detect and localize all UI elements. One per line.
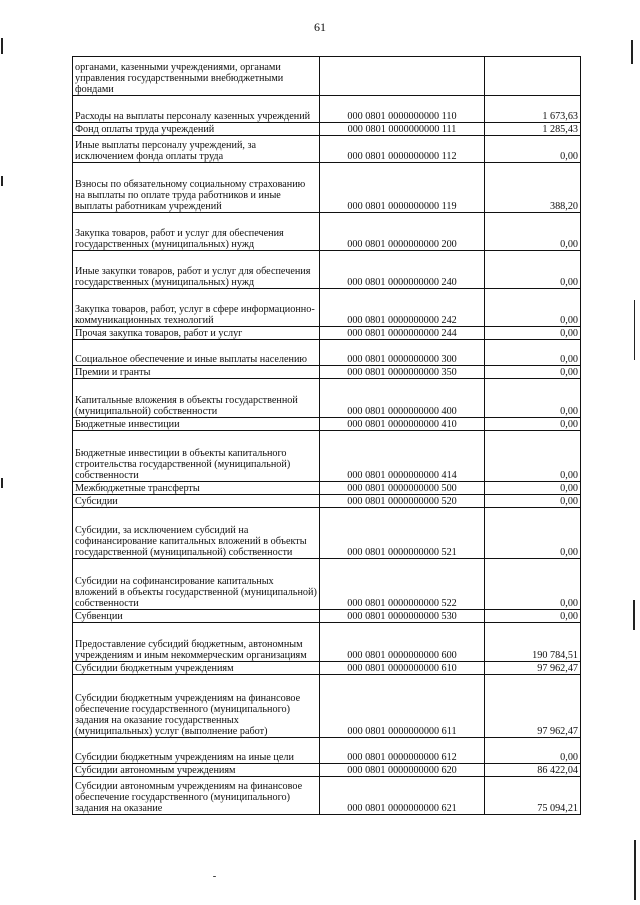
row-sum: 1 285,43 bbox=[485, 123, 581, 136]
row-sum: 190 784,51 bbox=[485, 623, 581, 662]
row-code: 000 0801 0000000000 414 bbox=[320, 431, 485, 482]
row-sum: 0,00 bbox=[485, 379, 581, 418]
row-sum: 0,00 bbox=[485, 327, 581, 340]
row-sum: 0,00 bbox=[485, 213, 581, 251]
row-code bbox=[320, 57, 485, 96]
scan-edge-right bbox=[633, 600, 635, 630]
row-code: 000 0801 0000000000 350 bbox=[320, 366, 485, 379]
row-sum: 0,00 bbox=[485, 251, 581, 289]
table-row bbox=[73, 366, 581, 379]
row-name: Субсидии бюджетным учреждениям на финансовое обеспечение государственного (муниципального) задания на оказание государственных (муниципальных) услуг (выполнение работ) bbox=[73, 675, 320, 738]
row-sum: 1 673,63 bbox=[485, 96, 581, 123]
table-row bbox=[73, 495, 581, 508]
row-name: Субсидии автономным учреждениям bbox=[73, 764, 320, 777]
row-name: Расходы на выплаты персоналу казенных учреждений bbox=[73, 96, 320, 123]
scan-edge-right bbox=[631, 40, 633, 64]
scan-edge-left bbox=[1, 176, 3, 186]
row-code: 000 0801 0000000000 119 bbox=[320, 163, 485, 213]
budget-table bbox=[72, 56, 581, 815]
row-name: Субсидии bbox=[73, 495, 320, 508]
row-sum: 0,00 bbox=[485, 738, 581, 764]
row-code: 000 0801 0000000000 530 bbox=[320, 610, 485, 623]
row-code: 000 0801 0000000000 610 bbox=[320, 662, 485, 675]
table-row bbox=[73, 327, 581, 340]
row-code: 000 0801 0000000000 521 bbox=[320, 508, 485, 559]
row-name: Субсидии бюджетным учреждениям bbox=[73, 662, 320, 675]
table-row bbox=[73, 340, 581, 366]
row-name: органами, казенными учреждениями, органами управления государственными внебюджетными фондами bbox=[73, 57, 320, 96]
row-name: Бюджетные инвестиции bbox=[73, 418, 320, 431]
row-name: Премии и гранты bbox=[73, 366, 320, 379]
table-row bbox=[73, 418, 581, 431]
row-name: Закупка товаров, работ и услуг для обеспечения государственных (муниципальных) нужд bbox=[73, 213, 320, 251]
row-name: Закупка товаров, работ, услуг в сфере информационно-коммуникационных технологий bbox=[73, 289, 320, 327]
row-code: 000 0801 0000000000 242 bbox=[320, 289, 485, 327]
row-name: Субсидии автономным учреждениям на финансовое обеспечение государственного (муниципального) задания на оказание bbox=[73, 777, 320, 815]
row-name: Взносы по обязательному социальному страхованию на выплаты по оплате труда работников и иные выплаты работникам учреждений bbox=[73, 163, 320, 213]
row-code: 000 0801 0000000000 620 bbox=[320, 764, 485, 777]
row-sum: 86 422,04 bbox=[485, 764, 581, 777]
row-name: Предоставление субсидий бюджетным, автономным учреждениям и иным некоммерческим организациям bbox=[73, 623, 320, 662]
page-number: 61 bbox=[314, 20, 326, 34]
row-sum: 0,00 bbox=[485, 559, 581, 610]
row-code: 000 0801 0000000000 410 bbox=[320, 418, 485, 431]
scan-edge-left bbox=[1, 38, 3, 54]
row-name: Иные выплаты персоналу учреждений, за исключением фонда оплаты труда bbox=[73, 136, 320, 163]
row-code: 000 0801 0000000000 112 bbox=[320, 136, 485, 163]
row-sum: 97 962,47 bbox=[485, 662, 581, 675]
scan-edge-right bbox=[634, 840, 636, 900]
table-row bbox=[73, 738, 581, 764]
table-row bbox=[73, 96, 581, 123]
row-name: Иные закупки товаров, работ и услуг для обеспечения государственных (муниципальных) нужд bbox=[73, 251, 320, 289]
row-code: 000 0801 0000000000 500 bbox=[320, 482, 485, 495]
row-code: 000 0801 0000000000 300 bbox=[320, 340, 485, 366]
table-row bbox=[73, 777, 581, 815]
row-name: Субсидии бюджетным учреждениям на иные цели bbox=[73, 738, 320, 764]
row-code: 000 0801 0000000000 621 bbox=[320, 777, 485, 815]
row-code: 000 0801 0000000000 110 bbox=[320, 96, 485, 123]
table-row bbox=[73, 431, 581, 482]
row-name: Прочая закупка товаров, работ и услуг bbox=[73, 327, 320, 340]
row-name: Субвенции bbox=[73, 610, 320, 623]
table-row bbox=[73, 623, 581, 662]
table-row bbox=[73, 289, 581, 327]
row-sum: 0,00 bbox=[485, 366, 581, 379]
row-sum bbox=[485, 57, 581, 96]
table-row bbox=[73, 213, 581, 251]
row-sum: 75 094,21 bbox=[485, 777, 581, 815]
row-code: 000 0801 0000000000 400 bbox=[320, 379, 485, 418]
row-code: 000 0801 0000000000 240 bbox=[320, 251, 485, 289]
table-row bbox=[73, 482, 581, 495]
row-sum: 0,00 bbox=[485, 431, 581, 482]
row-code: 000 0801 0000000000 522 bbox=[320, 559, 485, 610]
row-code: 000 0801 0000000000 244 bbox=[320, 327, 485, 340]
row-sum: 0,00 bbox=[485, 508, 581, 559]
table-row bbox=[73, 675, 581, 738]
table-row bbox=[73, 559, 581, 610]
row-code: 000 0801 0000000000 200 bbox=[320, 213, 485, 251]
row-name: Капитальные вложения в объекты государственной (муниципальной) собственности bbox=[73, 379, 320, 418]
table-row bbox=[73, 136, 581, 163]
row-name: Субсидии, за исключением субсидий на софинансирование капитальных вложений в объекты государственной (муниципальной) собственности bbox=[73, 508, 320, 559]
table-row bbox=[73, 251, 581, 289]
row-sum: 0,00 bbox=[485, 136, 581, 163]
table-row bbox=[73, 379, 581, 418]
row-sum: 0,00 bbox=[485, 340, 581, 366]
row-sum: 0,00 bbox=[485, 418, 581, 431]
table-row bbox=[73, 57, 581, 96]
row-name: Бюджетные инвестиции в объекты капитального строительства государственной (муниципальной) собственности bbox=[73, 431, 320, 482]
row-code: 000 0801 0000000000 600 bbox=[320, 623, 485, 662]
row-sum: 388,20 bbox=[485, 163, 581, 213]
row-sum: 0,00 bbox=[485, 610, 581, 623]
row-sum: 0,00 bbox=[485, 289, 581, 327]
row-name: Социальное обеспечение и иные выплаты населению bbox=[73, 340, 320, 366]
scan-edge-right bbox=[634, 300, 635, 360]
table-row bbox=[73, 662, 581, 675]
row-name: Субсидии на софинансирование капитальных вложений в объекты государственной (муниципальной) собственности bbox=[73, 559, 320, 610]
table-row bbox=[73, 764, 581, 777]
table-row bbox=[73, 123, 581, 136]
row-sum: 0,00 bbox=[485, 495, 581, 508]
row-code: 000 0801 0000000000 520 bbox=[320, 495, 485, 508]
row-sum: 0,00 bbox=[485, 482, 581, 495]
row-code: 000 0801 0000000000 111 bbox=[320, 123, 485, 136]
row-code: 000 0801 0000000000 612 bbox=[320, 738, 485, 764]
scan-speck bbox=[213, 876, 216, 877]
table-row bbox=[73, 508, 581, 559]
row-sum: 97 962,47 bbox=[485, 675, 581, 738]
row-name: Межбюджетные трансферты bbox=[73, 482, 320, 495]
table-row bbox=[73, 610, 581, 623]
row-name: Фонд оплаты труда учреждений bbox=[73, 123, 320, 136]
row-code: 000 0801 0000000000 611 bbox=[320, 675, 485, 738]
table-row bbox=[73, 163, 581, 213]
scan-edge-left bbox=[1, 478, 3, 488]
